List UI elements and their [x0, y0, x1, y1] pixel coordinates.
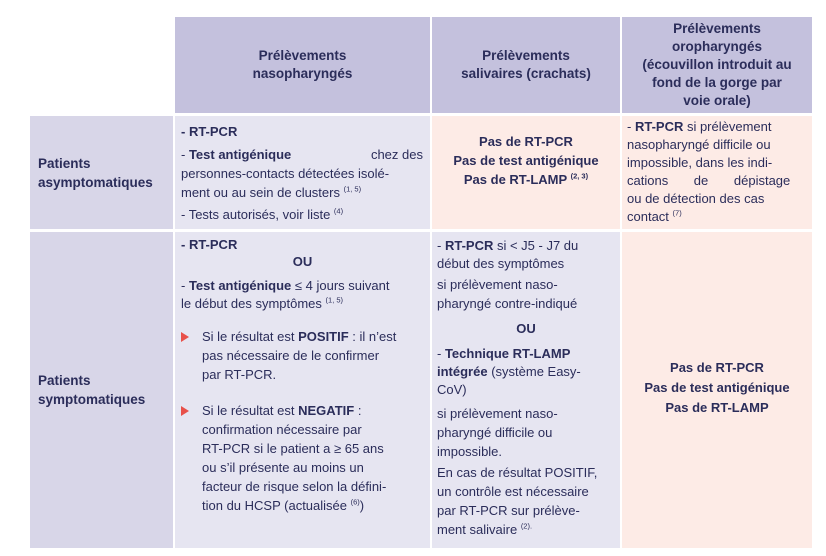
row-header-line: symptomatiques [38, 392, 146, 407]
sym-naso-line: le début des symptômes $^{(1, 5)}$ [181, 295, 344, 311]
sym-oro-line: Pas de RT-LAMP [665, 400, 769, 415]
asym-naso-line: - RT-PCR [181, 124, 238, 139]
sym-naso-line: RT-PCR si le patient a ≥ 65 ans [202, 441, 384, 456]
row-header-line: Patients [38, 373, 91, 388]
sym-saliva-line: impossible. [437, 444, 503, 459]
sym-saliva-line: CoV) [437, 382, 467, 397]
sym-naso-line: ou s’il présente au moins un [202, 460, 364, 475]
sym-saliva-line: pharyngé contre-indiqué [437, 296, 578, 311]
sym-naso-line: Si le résultat est POSITIF : il n’est [202, 329, 397, 344]
asym-oro-line: nasopharyngé difficile ou [627, 137, 771, 152]
cell-sym-naso [175, 232, 430, 548]
arrow-bullet-icon [181, 406, 189, 416]
asym-oro-line: impossible, dans les indi- [627, 155, 773, 170]
sym-saliva-line: si prélèvement naso- [437, 406, 558, 421]
asym-saliva-line: Pas de test antigénique [453, 153, 599, 168]
row-header-line: asymptomatiques [38, 174, 153, 190]
header-oro [622, 17, 812, 113]
row-header-symptomatic [30, 232, 173, 548]
asym-saliva-line: Pas de RT-LAMP $^{(2, 3)}$ [463, 171, 589, 187]
asym-oro-line: cations de dépistage [627, 173, 791, 188]
header-naso [175, 17, 430, 113]
header-naso-line: Prélèvements [258, 48, 347, 63]
arrow-bullet-icon [181, 332, 189, 342]
sym-saliva-line: par RT-PCR sur prélève- [437, 503, 580, 518]
asym-oro-line: - RT-PCR si prélèvement [627, 119, 772, 134]
row-header-asymptomatic [30, 116, 173, 229]
sym-saliva-line: début des symptômes [437, 256, 565, 271]
sym-naso-line: Si le résultat est NEGATIF : [202, 403, 362, 418]
asym-oro-line: ou de détection des cas [627, 191, 765, 206]
header-saliva-line: salivaires (crachats) [461, 66, 591, 81]
sym-naso-line: par RT-PCR. [202, 367, 277, 382]
sym-naso-line: confirmation nécessaire par [202, 422, 362, 437]
asym-naso-line: personnes-contacts détectées isolé- [181, 166, 390, 181]
ou-separator: OU [292, 254, 313, 269]
sym-saliva-line: ment salivaire $^{(2).}$ [437, 521, 533, 537]
sym-naso-line: - Test antigénique ≤ 4 jours suivant [181, 278, 390, 293]
sym-saliva-line: intégrée (système Easy- [437, 364, 581, 379]
cell-asym-naso [175, 116, 430, 229]
sym-saliva-line: - Technique RT-LAMP [437, 346, 571, 361]
cell-sym-saliva [432, 232, 620, 548]
sym-naso-line: - RT-PCR [181, 237, 238, 252]
sym-naso-line: tion du HCSP (actualisée $^{(6)}$) [202, 497, 365, 513]
sym-oro-line: Pas de test antigénique [644, 380, 790, 395]
sym-naso-line: pas nécessaire de le confirmer [202, 348, 380, 363]
sym-naso-line: facteur de risque selon la défini- [202, 479, 387, 494]
header-naso-line: nasopharyngés [252, 66, 353, 81]
cell-asym-saliva [432, 116, 620, 229]
sym-saliva-line: un contrôle est nécessaire [437, 484, 589, 499]
asym-saliva-line: Pas de RT-PCR [479, 134, 573, 149]
asym-naso-line: ment ou au sein de clusters $^{(1, 5)}$ [181, 184, 362, 200]
asym-naso-line: - Tests autorisés, voir liste $^{(4)}$ [181, 206, 344, 222]
sym-oro-line: Pas de RT-PCR [670, 360, 764, 375]
cell-sym-oro [622, 232, 812, 548]
row-header-line: Patients [38, 155, 91, 171]
header-oro-line: (écouvillon introduit au [642, 57, 792, 72]
header-oro-line: fond de la gorge par [652, 75, 782, 90]
sym-saliva-line: pharyngé difficile ou [437, 425, 553, 440]
header-saliva [432, 17, 620, 113]
header-oro-line: Prélèvements [673, 21, 761, 36]
asym-naso-line: - Test antigénique chez des [181, 147, 423, 162]
header-oro-line: voie orale) [683, 93, 751, 108]
ou-separator: OU [516, 321, 536, 336]
header-oro-line: oropharyngés [671, 39, 763, 54]
sym-saliva-line: - RT-PCR si < J5 - J7 du [437, 238, 579, 253]
header-saliva-line: Prélèvements [482, 48, 570, 63]
sym-saliva-line: En cas de résultat POSITIF, [437, 465, 598, 480]
asym-oro-line: contact $^{(7)}$ [627, 208, 682, 224]
sym-saliva-line: si prélèvement naso- [437, 277, 558, 292]
cell-asym-oro [622, 116, 812, 229]
